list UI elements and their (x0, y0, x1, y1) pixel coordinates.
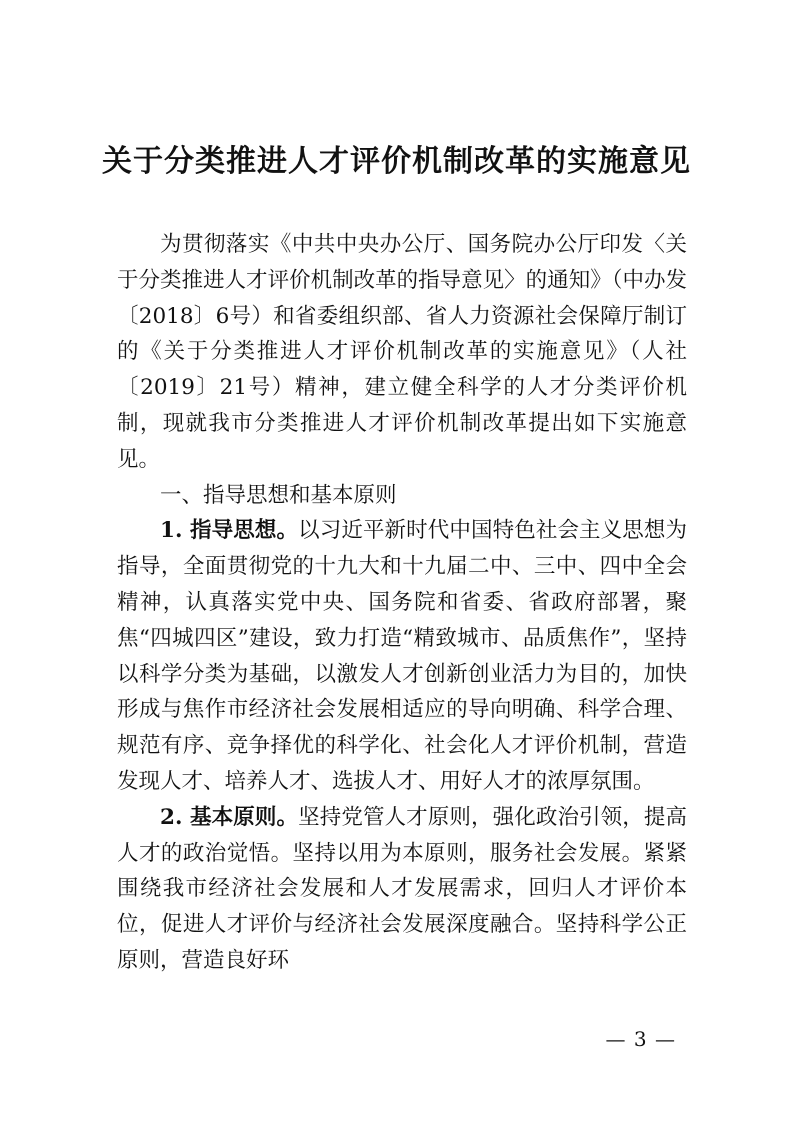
intro-paragraph: 为贯彻落实《中共中央办公厅、国务院办公厅印发〈关于分类推进人才评价机制改革的指导意见〉的通知》（中办发〔2018〕6号）和省委组织部、省人力资源社会保障厅制订的《关于分类推进人才评价机制改革的实施意见》（人社〔2019〕21号）精神，建立健全科学的人才分类评价机制，现就我市分类推进人才评价机制改革提出如下实施意见。 (117, 232, 687, 472)
section-heading-1: 一、指导思想和基本原则 (160, 482, 397, 508)
document-title: 关于分类推进人才评价机制改革的实施意见 (102, 144, 691, 179)
item-2-text: 坚持党管人才原则，强化政治引领，提高人才的政治觉悟。坚持以用为本原则，服务社会发展。紧紧围绕我市经济社会发展和人才发展需求，回归人才评价本位，促进人才评价与经济社会发展深度融合。坚持科学公正原则，营造良好环 (117, 804, 687, 973)
item-1-paragraph (117, 513, 687, 799)
document-body (117, 227, 687, 979)
item-2-lead: 2. 基本原则。 (160, 804, 299, 830)
item-1-text: 以习近平新时代中国特色社会主义思想为指导，全面贯彻党的十九大和十九届二中、三中、四中全会精神，认真落实党中央、国务院和省委、省政府部署，聚焦“四城四区”建设，致力打造“精致城市、品质焦作”，坚持以科学分类为基础，以激发人才创新创业活力为目的，加快形成与焦作市经济社会发展相适应的导向明确、科学合理、规范有序、竞争择优的科学化、社会化人才评价机制，营造发现人才、培养人才、选拔人才、用好人才的浓厚氛围。 (117, 518, 687, 794)
item-2-paragraph (117, 800, 687, 979)
page-number: — 3 — (605, 1027, 676, 1051)
item-1-lead: 1. 指导思想。 (160, 518, 299, 544)
